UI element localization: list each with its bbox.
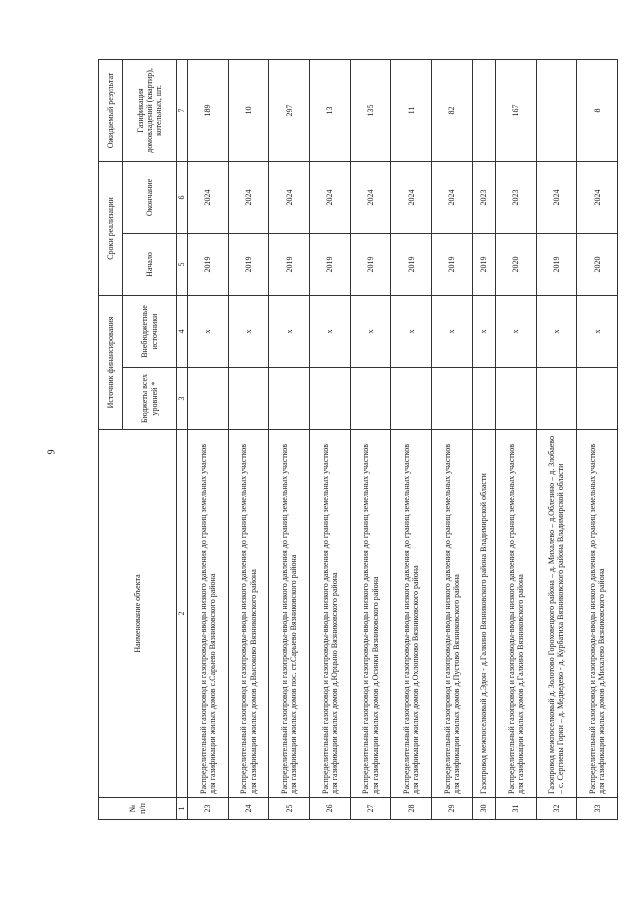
funding-budget-cell <box>432 368 473 430</box>
object-name: Распределительный газопровод и газопроводы-вводы низкого давления до границ земельных участков для газификации жилых домов д.Юрцыно Вязниковского района <box>310 430 351 798</box>
table-body <box>188 59 618 819</box>
end-year: 2024 <box>310 161 351 233</box>
table-row <box>577 59 618 819</box>
table-row <box>391 59 432 819</box>
row-number: 23 <box>188 798 229 820</box>
funding-extra-cell: х <box>350 295 391 367</box>
header-dates-end: Окончание <box>123 161 177 233</box>
funding-budget-cell <box>495 368 536 430</box>
funding-budget-cell <box>188 368 229 430</box>
row-number: 27 <box>350 798 391 820</box>
start-year: 2019 <box>432 233 473 295</box>
funding-extra-cell: х <box>536 295 577 367</box>
end-year: 2024 <box>228 161 269 233</box>
end-year: 2024 <box>432 161 473 233</box>
row-number: 25 <box>269 798 310 820</box>
column-number: 3 <box>177 368 188 430</box>
expected-result: 8 <box>577 59 618 161</box>
funding-budget-cell <box>228 368 269 430</box>
object-name: Распределительный газопровод и газопроводы-вводы низкого давления до границ земельных участков для газификации жилых домов д.Пустово Вязниковского района <box>432 430 473 798</box>
start-year: 2019 <box>350 233 391 295</box>
header-dates: Сроки реализации <box>99 161 123 295</box>
object-name: Распределительный газопровод и газопроводы-вводы низкого давления до границ земельных участков для газификации жилых домов д.Охлопково Вязниковского района <box>391 430 432 798</box>
header-funding: Источник финансирования <box>99 295 123 429</box>
funding-extra-cell: х <box>269 295 310 367</box>
end-year: 2023 <box>472 161 495 233</box>
end-year: 2024 <box>188 161 229 233</box>
object-name: Распределительный газопровод и газопроводы-вводы низкого давления до границ земельных участков для газификации жилых домов пос. ст.Сарыево Вязниковского района <box>269 430 310 798</box>
end-year: 2024 <box>391 161 432 233</box>
header-dates-start: Начало <box>123 233 177 295</box>
rotated-table-wrapper <box>98 60 618 820</box>
funding-extra-cell: х <box>391 295 432 367</box>
header-no: № п/п <box>99 798 177 820</box>
funding-budget-cell <box>269 368 310 430</box>
row-number: 31 <box>495 798 536 820</box>
table-row <box>310 59 351 819</box>
funding-extra-cell: х <box>188 295 229 367</box>
object-name: Газопровод межпоселковый д.Эдон - д.Галкино Вязниковского района Владимирской области <box>472 430 495 798</box>
funding-budget-cell <box>577 368 618 430</box>
expected-result: 82 <box>432 59 473 161</box>
row-number: 33 <box>577 798 618 820</box>
funding-budget-cell <box>391 368 432 430</box>
row-number: 26 <box>310 798 351 820</box>
funding-budget-cell <box>536 368 577 430</box>
page-number: 9 <box>46 449 58 455</box>
header-funding-budget: Бюджеты всех уровней * <box>123 368 177 430</box>
expected-result <box>472 59 495 161</box>
header-name: Наименование объекта <box>99 430 177 798</box>
column-number: 7 <box>177 59 188 161</box>
start-year: 2020 <box>495 233 536 295</box>
expected-result: 135 <box>350 59 391 161</box>
table-row <box>432 59 473 819</box>
table-row <box>350 59 391 819</box>
header-result: Ожидаемый результат <box>99 59 123 161</box>
start-year: 2019 <box>536 233 577 295</box>
column-number: 2 <box>177 430 188 798</box>
end-year: 2024 <box>269 161 310 233</box>
start-year: 2019 <box>310 233 351 295</box>
object-name: Распределительный газопровод и газопроводы-вводы низкого давления до границ земельных участков для газификации жилых домов д.Высоково Вязниковского района <box>228 430 269 798</box>
expected-result: 167 <box>495 59 536 161</box>
funding-extra-cell: х <box>432 295 473 367</box>
header-funding-extra: Внебюджетные источники <box>123 295 177 367</box>
table-row <box>472 59 495 819</box>
funding-extra-cell: х <box>310 295 351 367</box>
column-number: 4 <box>177 295 188 367</box>
column-number: 6 <box>177 161 188 233</box>
expected-result <box>536 59 577 161</box>
start-year: 2019 <box>472 233 495 295</box>
column-number: 1 <box>177 798 188 820</box>
object-name: Распределительный газопровод и газопроводы-вводы низкого давления до границ земельных участков для газификации жилых домов д.Галкино Вязниковского района <box>495 430 536 798</box>
start-year: 2019 <box>228 233 269 295</box>
gas-objects-table <box>98 59 618 820</box>
start-year: 2020 <box>577 233 618 295</box>
expected-result: 11 <box>391 59 432 161</box>
end-year: 2024 <box>536 161 577 233</box>
funding-extra-cell: х <box>472 295 495 367</box>
expected-result: 10 <box>228 59 269 161</box>
start-year: 2019 <box>188 233 229 295</box>
expected-result: 297 <box>269 59 310 161</box>
row-number: 29 <box>432 798 473 820</box>
funding-extra-cell: х <box>495 295 536 367</box>
start-year: 2019 <box>391 233 432 295</box>
column-number-row <box>177 59 188 819</box>
start-year: 2019 <box>269 233 310 295</box>
header-result-sub: Газификация домовладений (квартир), котельных, шт. <box>123 59 177 161</box>
funding-extra-cell: х <box>228 295 269 367</box>
table-row <box>536 59 577 819</box>
row-number: 32 <box>536 798 577 820</box>
expected-result: 13 <box>310 59 351 161</box>
object-name: Распределительный газопровод и газопроводы-вводы низкого давления до границ земельных участков для газификации жилых домов д.Осинки Вязниковского района <box>350 430 391 798</box>
object-name: Газопровод межпоселковый д. Золотово Гороховецкого района – д. Михалево – д.Облезино – д. Злобаево – с. Сергиевы Горки – д. Медведево - д. Курбатиха Вязниковского района Владимирской области <box>536 430 577 798</box>
expected-result: 189 <box>188 59 229 161</box>
row-number: 28 <box>391 798 432 820</box>
funding-budget-cell <box>472 368 495 430</box>
end-year: 2024 <box>577 161 618 233</box>
table-row <box>495 59 536 819</box>
funding-extra-cell: х <box>577 295 618 367</box>
object-name: Распределительный газопровод и газопроводы-вводы низкого давления до границ земельных участков для газификации жилых домов д.Михалево Вязниковского района <box>577 430 618 798</box>
row-number: 30 <box>472 798 495 820</box>
object-name: Распределительный газопровод и газопроводы-вводы низкого давления до границ земельных участков для газификации жилых домов с.Сарыево Вязниковского района <box>188 430 229 798</box>
table-row <box>228 59 269 819</box>
row-number: 24 <box>228 798 269 820</box>
column-number: 5 <box>177 233 188 295</box>
funding-budget-cell <box>350 368 391 430</box>
end-year: 2023 <box>495 161 536 233</box>
end-year: 2024 <box>350 161 391 233</box>
table-row <box>269 59 310 819</box>
table-row <box>188 59 229 819</box>
funding-budget-cell <box>310 368 351 430</box>
